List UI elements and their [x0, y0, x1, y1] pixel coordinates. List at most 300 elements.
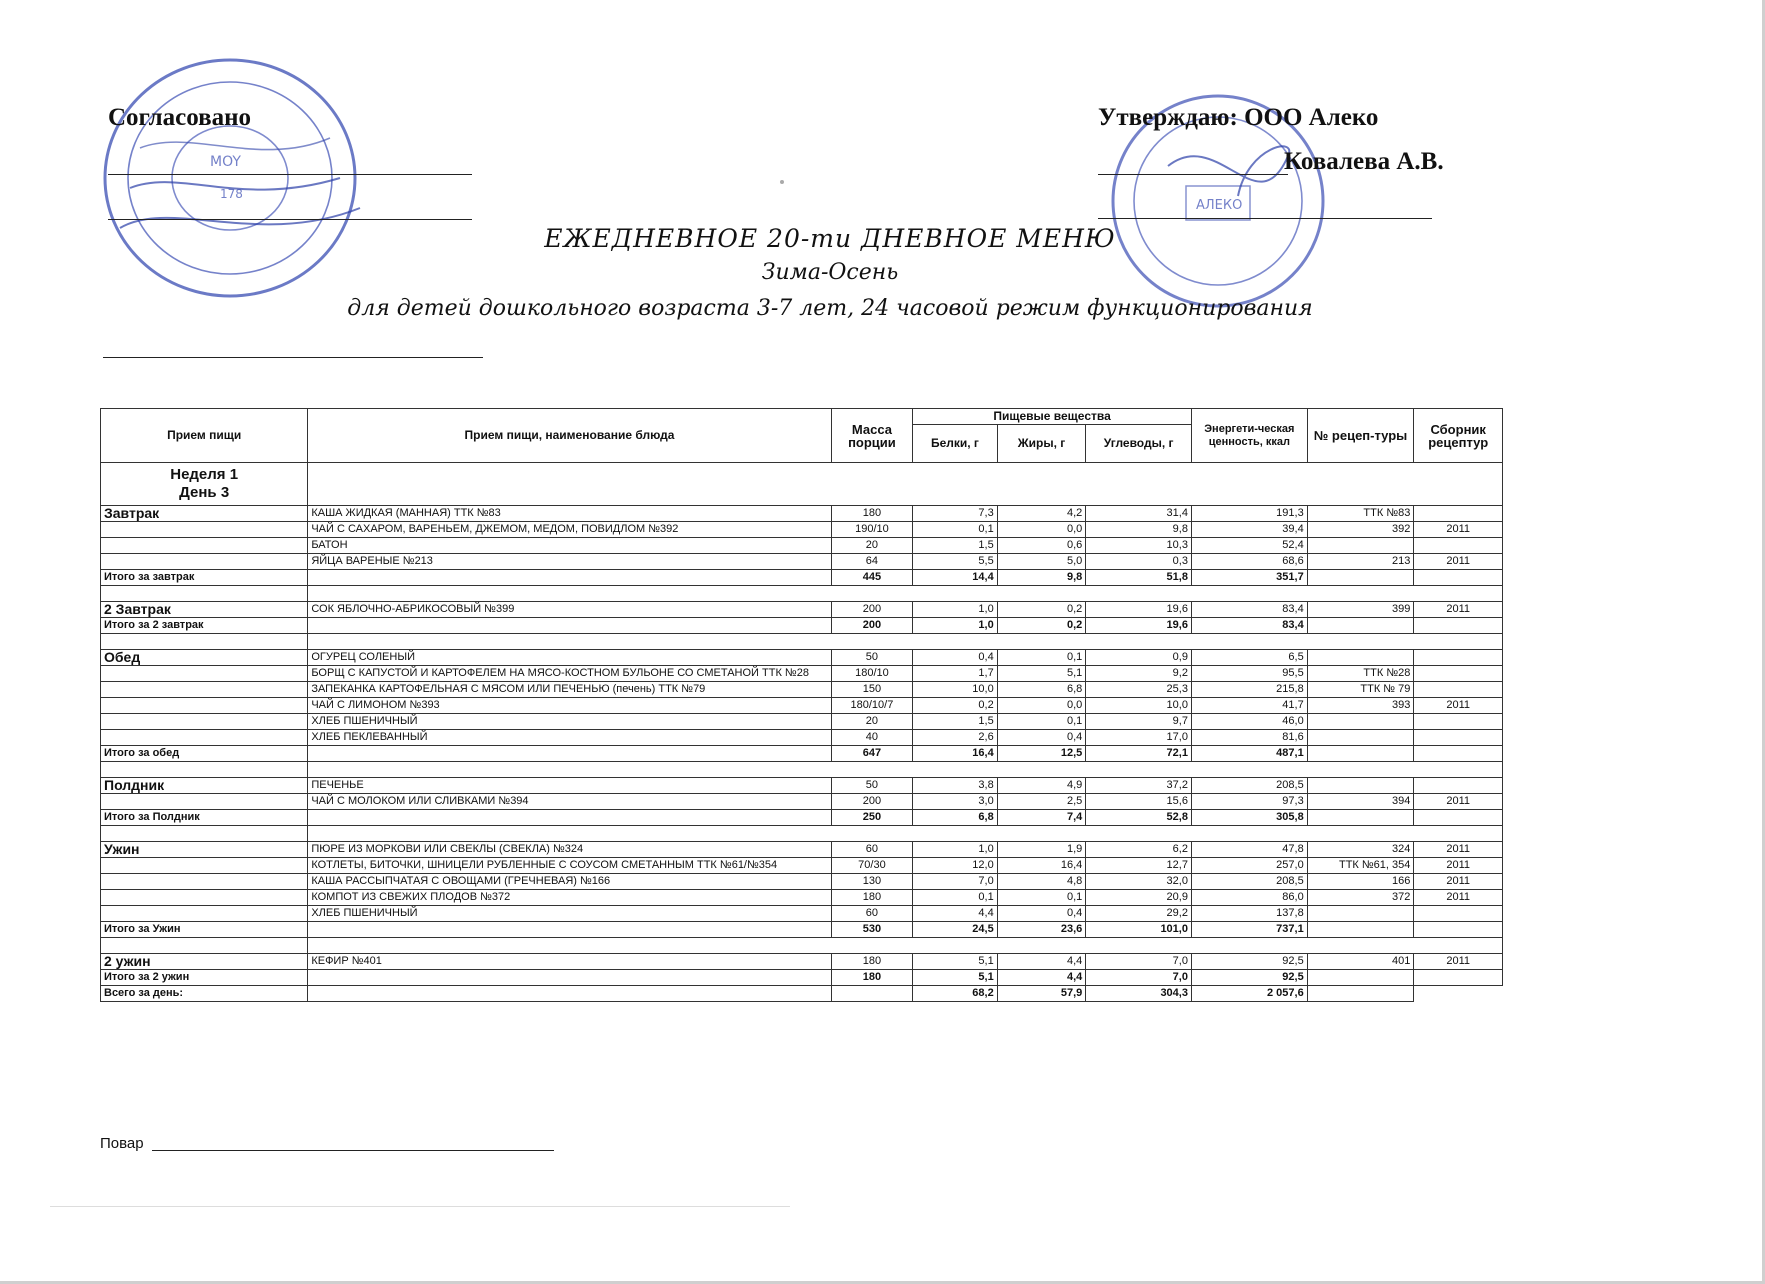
value-cell — [1307, 906, 1414, 922]
total-value-cell: 445 — [831, 570, 913, 586]
table-row — [101, 794, 1503, 810]
value-cell: 4,9 — [997, 778, 1086, 794]
approver-name: Ковалева А.В. — [1284, 148, 1444, 175]
value-cell: 0,0 — [997, 522, 1086, 538]
empty-cell — [101, 826, 308, 842]
total-row — [101, 970, 1503, 986]
empty-row — [101, 762, 1503, 778]
value-cell: 2011 — [1414, 522, 1503, 538]
total-spacer — [308, 618, 831, 634]
dish-name-cell: ХЛЕБ ПЕКЛЕВАННЫЙ — [308, 730, 831, 746]
value-cell: 215,8 — [1191, 682, 1307, 698]
dish-name-cell: ЗАПЕКАНКА КАРТОФЕЛЬНАЯ С МЯСОМ ИЛИ ПЕЧЕНЬЮ (печень) ТТК №79 — [308, 682, 831, 698]
total-value-cell: 0,2 — [997, 618, 1086, 634]
dish-name-cell: ПЕЧЕНЬЕ — [308, 778, 831, 794]
value-cell: 208,5 — [1191, 778, 1307, 794]
value-cell: 401 — [1307, 954, 1414, 970]
value-cell — [1307, 778, 1414, 794]
value-cell: 25,3 — [1086, 682, 1192, 698]
document-title: ЕЖЕДНЕВНОЕ 20-ти ДНЕВНОЕ МЕНЮ — [544, 224, 1116, 253]
total-spacer — [1414, 570, 1503, 586]
value-cell: 2,5 — [997, 794, 1086, 810]
value-cell: 2011 — [1414, 858, 1503, 874]
value-cell: 0,9 — [1086, 650, 1192, 666]
value-cell: 37,2 — [1086, 778, 1192, 794]
value-cell: 20 — [831, 714, 913, 730]
total-value-cell: 9,8 — [997, 570, 1086, 586]
value-cell: 12,0 — [913, 858, 998, 874]
value-cell: 200 — [831, 794, 913, 810]
empty-cell — [308, 938, 1503, 954]
total-value-cell: 1,0 — [913, 618, 998, 634]
dish-name-cell: КОТЛЕТЫ, БИТОЧКИ, ШНИЦЕЛИ РУБЛЕННЫЕ С СОУСОМ СМЕТАННЫМ ТТК №61/№354 — [308, 858, 831, 874]
audience-subtitle: для детей дошкольного возраста 3-7 лет, 24 часовой режим функционирования — [347, 296, 1313, 321]
value-cell — [1307, 538, 1414, 554]
value-cell: 9,8 — [1086, 522, 1192, 538]
svg-text:MOY: MOY — [210, 154, 241, 170]
value-cell: ТТК № 79 — [1307, 682, 1414, 698]
value-cell: 190/10 — [831, 522, 913, 538]
empty-row — [101, 586, 1503, 602]
table-row — [101, 714, 1503, 730]
value-cell: 1,7 — [913, 666, 998, 682]
dish-name-cell: КАША РАССЫПЧАТАЯ С ОВОЩАМИ (ГРЕЧНЕВАЯ) №166 — [308, 874, 831, 890]
value-cell — [1414, 778, 1503, 794]
total-spacer — [1414, 618, 1503, 634]
total-spacer — [1307, 570, 1414, 586]
total-value-cell: 6,8 — [913, 810, 998, 826]
value-cell: 324 — [1307, 842, 1414, 858]
total-row — [101, 746, 1503, 762]
value-cell: 7,3 — [913, 506, 998, 522]
value-cell: 4,4 — [913, 906, 998, 922]
cook-label: Повар — [100, 1135, 144, 1152]
week-label: Неделя 1 — [170, 466, 239, 483]
signature-line — [1098, 218, 1432, 219]
col-recipe-header: № рецеп-туры — [1307, 409, 1414, 463]
total-spacer — [1307, 922, 1414, 938]
value-cell: 394 — [1307, 794, 1414, 810]
total-value-cell: 92,5 — [1191, 970, 1307, 986]
total-row — [101, 922, 1503, 938]
value-cell: 15,6 — [1086, 794, 1192, 810]
table-row — [101, 554, 1503, 570]
total-spacer — [1307, 618, 1414, 634]
col-meal-header: Прием пищи — [101, 409, 308, 463]
value-cell: 2011 — [1414, 890, 1503, 906]
dish-name-cell: ЧАЙ С МОЛОКОМ ИЛИ СЛИВКАМИ №394 — [308, 794, 831, 810]
table-row — [101, 842, 1503, 858]
value-cell: 180/10 — [831, 666, 913, 682]
value-cell: 5,1 — [913, 954, 998, 970]
value-cell: 41,7 — [1191, 698, 1307, 714]
total-spacer — [1414, 746, 1503, 762]
total-row — [101, 570, 1503, 586]
value-cell: 1,0 — [913, 602, 998, 618]
table-row — [101, 890, 1503, 906]
meal-name-cell — [101, 682, 308, 698]
total-spacer — [1414, 810, 1503, 826]
total-spacer — [308, 570, 831, 586]
col-mass-header: Масса порции — [831, 409, 913, 463]
col-carbs-header: Углеводы, г — [1086, 425, 1192, 463]
empty-cell — [308, 762, 1503, 778]
value-cell: 17,0 — [1086, 730, 1192, 746]
empty-row — [101, 938, 1503, 954]
value-cell: 2011 — [1414, 842, 1503, 858]
value-cell: 1,9 — [997, 842, 1086, 858]
value-cell: 9,7 — [1086, 714, 1192, 730]
total-value-cell: 16,4 — [913, 746, 998, 762]
total-value-cell: 101,0 — [1086, 922, 1192, 938]
total-spacer — [1307, 810, 1414, 826]
total-spacer — [308, 970, 831, 986]
table-row — [101, 730, 1503, 746]
meal-name-cell — [101, 890, 308, 906]
value-cell: 150 — [831, 682, 913, 698]
value-cell: 7,0 — [913, 874, 998, 890]
total-value-cell: 305,8 — [1191, 810, 1307, 826]
total-spacer — [1414, 922, 1503, 938]
value-cell: 81,6 — [1191, 730, 1307, 746]
value-cell: 0,3 — [1086, 554, 1192, 570]
day-label: День 3 — [179, 484, 230, 501]
day-total-value-cell: 68,2 — [913, 986, 998, 1002]
title-underline — [103, 357, 483, 358]
value-cell: 257,0 — [1191, 858, 1307, 874]
table-row — [101, 602, 1503, 618]
value-cell: 208,5 — [1191, 874, 1307, 890]
value-cell: 92,5 — [1191, 954, 1307, 970]
value-cell — [1414, 714, 1503, 730]
value-cell: 191,3 — [1191, 506, 1307, 522]
meal-name-cell — [101, 554, 308, 570]
value-cell: 393 — [1307, 698, 1414, 714]
empty-cell — [308, 586, 1503, 602]
table-row — [101, 538, 1503, 554]
total-value-cell: 7,0 — [1086, 970, 1192, 986]
value-cell: 12,7 — [1086, 858, 1192, 874]
meal-name-cell — [101, 714, 308, 730]
day-total-row — [101, 986, 1503, 1002]
meal-name-cell: Завтрак — [101, 506, 308, 522]
total-value-cell: 52,8 — [1086, 810, 1192, 826]
value-cell — [1414, 506, 1503, 522]
value-cell: 1,0 — [913, 842, 998, 858]
empty-cell — [101, 634, 308, 650]
season-subtitle: Зима-Осень — [761, 260, 899, 285]
value-cell: 180/10/7 — [831, 698, 913, 714]
value-cell: 0,0 — [997, 698, 1086, 714]
total-spacer — [1414, 970, 1503, 986]
meal-name-cell — [101, 538, 308, 554]
menu-table — [100, 408, 1503, 1002]
value-cell: 0,1 — [913, 522, 998, 538]
dish-name-cell: КОМПОТ ИЗ СВЕЖИХ ПЛОДОВ №372 — [308, 890, 831, 906]
value-cell: 2011 — [1414, 554, 1503, 570]
meal-name-cell — [101, 666, 308, 682]
col-protein-header: Белки, г — [913, 425, 998, 463]
table-row — [101, 906, 1503, 922]
scan-edge-line — [50, 1206, 790, 1207]
total-value-cell: 530 — [831, 922, 913, 938]
value-cell — [1414, 730, 1503, 746]
table-row — [101, 666, 1503, 682]
value-cell: 0,4 — [997, 906, 1086, 922]
value-cell: 137,8 — [1191, 906, 1307, 922]
value-cell: 95,5 — [1191, 666, 1307, 682]
value-cell: 39,4 — [1191, 522, 1307, 538]
value-cell: 64 — [831, 554, 913, 570]
value-cell: 180 — [831, 890, 913, 906]
meal-name-cell — [101, 874, 308, 890]
total-label: Итого за завтрак — [101, 570, 308, 586]
value-cell: 4,8 — [997, 874, 1086, 890]
value-cell: 2,6 — [913, 730, 998, 746]
col-dish-header: Прием пищи, наименование блюда — [308, 409, 831, 463]
total-value-cell: 250 — [831, 810, 913, 826]
total-value-cell: 487,1 — [1191, 746, 1307, 762]
dish-name-cell: ХЛЕБ ПШЕНИЧНЫЙ — [308, 714, 831, 730]
meal-name-cell: Полдник — [101, 778, 308, 794]
value-cell — [1414, 538, 1503, 554]
value-cell: 130 — [831, 874, 913, 890]
table-row — [101, 778, 1503, 794]
value-cell: 97,3 — [1191, 794, 1307, 810]
value-cell: 20 — [831, 538, 913, 554]
value-cell: 180 — [831, 954, 913, 970]
day-total-value-cell: 57,9 — [997, 986, 1086, 1002]
meal-name-cell — [101, 522, 308, 538]
value-cell: 40 — [831, 730, 913, 746]
meal-name-cell: 2 ужин — [101, 954, 308, 970]
value-cell: 2011 — [1414, 954, 1503, 970]
signature-line — [1098, 174, 1288, 175]
total-row — [101, 618, 1503, 634]
table-row — [101, 682, 1503, 698]
table-row — [101, 858, 1503, 874]
value-cell: 7,0 — [1086, 954, 1192, 970]
empty-cell — [308, 826, 1503, 842]
dish-name-cell: КЕФИР №401 — [308, 954, 831, 970]
value-cell: 5,5 — [913, 554, 998, 570]
value-cell: 2011 — [1414, 602, 1503, 618]
total-spacer — [308, 922, 831, 938]
value-cell: 6,8 — [997, 682, 1086, 698]
value-cell: 3,0 — [913, 794, 998, 810]
day-total-value-cell: 2 057,6 — [1191, 986, 1307, 1002]
empty-row — [101, 634, 1503, 650]
total-label: Итого за 2 ужин — [101, 970, 308, 986]
day-total-value-cell: 304,3 — [1086, 986, 1192, 1002]
table-row — [101, 506, 1503, 522]
value-cell: 50 — [831, 778, 913, 794]
value-cell: 0,2 — [913, 698, 998, 714]
meal-name-cell: 2 Завтрак — [101, 602, 308, 618]
value-cell: 2011 — [1414, 794, 1503, 810]
meal-name-cell: Ужин — [101, 842, 308, 858]
value-cell: 0,1 — [997, 714, 1086, 730]
total-value-cell: 4,4 — [997, 970, 1086, 986]
value-cell: 5,1 — [997, 666, 1086, 682]
header-row — [101, 409, 1503, 425]
value-cell — [1307, 730, 1414, 746]
empty-cell — [101, 586, 308, 602]
period-row — [101, 463, 1503, 506]
total-row — [101, 810, 1503, 826]
total-label: Итого за обед — [101, 746, 308, 762]
total-value-cell: 19,6 — [1086, 618, 1192, 634]
empty-cell — [101, 762, 308, 778]
total-value-cell: 737,1 — [1191, 922, 1307, 938]
value-cell: 2011 — [1414, 698, 1503, 714]
value-cell: 372 — [1307, 890, 1414, 906]
value-cell — [1414, 666, 1503, 682]
dish-name-cell: ПЮРЕ ИЗ МОРКОВИ ИЛИ СВЕКЛЫ (СВЕКЛА) №324 — [308, 842, 831, 858]
value-cell: 60 — [831, 906, 913, 922]
table-row — [101, 874, 1503, 890]
dish-name-cell: ОГУРЕЦ СОЛЕНЫЙ — [308, 650, 831, 666]
dish-name-cell: СОК ЯБЛОЧНО-АБРИКОСОВЫЙ №399 — [308, 602, 831, 618]
period-cell — [101, 463, 308, 506]
total-value-cell: 51,8 — [1086, 570, 1192, 586]
approve-label: Утверждаю: ООО Алеко — [1098, 104, 1379, 131]
value-cell: 200 — [831, 602, 913, 618]
meal-name-cell — [101, 794, 308, 810]
value-cell: 166 — [1307, 874, 1414, 890]
total-value-cell: 7,4 — [997, 810, 1086, 826]
total-label: Итого за 2 завтрак — [101, 618, 308, 634]
total-spacer — [308, 986, 831, 1002]
period-filler — [308, 463, 1503, 506]
value-cell: 5,0 — [997, 554, 1086, 570]
value-cell: 213 — [1307, 554, 1414, 570]
meal-name-cell — [101, 858, 308, 874]
day-total-value-cell — [831, 986, 913, 1002]
dish-name-cell: ЧАЙ С ЛИМОНОМ №393 — [308, 698, 831, 714]
dish-name-cell: КАША ЖИДКАЯ (МАННАЯ) ТТК №83 — [308, 506, 831, 522]
value-cell: 1,5 — [913, 538, 998, 554]
value-cell: 6,2 — [1086, 842, 1192, 858]
total-spacer — [1307, 970, 1414, 986]
value-cell: 180 — [831, 506, 913, 522]
total-value-cell: 83,4 — [1191, 618, 1307, 634]
value-cell: 20,9 — [1086, 890, 1192, 906]
value-cell: 10,0 — [1086, 698, 1192, 714]
col-energy-header: Энергети-ческая ценность, ккал — [1191, 409, 1307, 463]
value-cell: 50 — [831, 650, 913, 666]
cook-signature-line — [152, 1150, 554, 1151]
total-label: Итого за Ужин — [101, 922, 308, 938]
value-cell: ТТК №28 — [1307, 666, 1414, 682]
total-value-cell: 200 — [831, 618, 913, 634]
day-total-label: Всего за день: — [101, 986, 308, 1002]
value-cell: 10,0 — [913, 682, 998, 698]
empty-row — [101, 826, 1503, 842]
total-value-cell: 14,4 — [913, 570, 998, 586]
total-label: Итого за Полдник — [101, 810, 308, 826]
value-cell: 29,2 — [1086, 906, 1192, 922]
value-cell — [1414, 650, 1503, 666]
value-cell: 392 — [1307, 522, 1414, 538]
total-value-cell: 23,6 — [997, 922, 1086, 938]
value-cell: 0,1 — [913, 890, 998, 906]
empty-cell — [308, 634, 1503, 650]
value-cell: 4,4 — [997, 954, 1086, 970]
value-cell: 68,6 — [1191, 554, 1307, 570]
value-cell: 60 — [831, 842, 913, 858]
value-cell: 0,1 — [997, 650, 1086, 666]
table-row — [101, 698, 1503, 714]
total-spacer — [1307, 746, 1414, 762]
total-value-cell: 24,5 — [913, 922, 998, 938]
meal-name-cell: Обед — [101, 650, 308, 666]
value-cell: 31,4 — [1086, 506, 1192, 522]
value-cell: 52,4 — [1191, 538, 1307, 554]
value-cell: 16,4 — [997, 858, 1086, 874]
value-cell — [1414, 906, 1503, 922]
total-spacer — [308, 746, 831, 762]
value-cell: 32,0 — [1086, 874, 1192, 890]
value-cell: 0,1 — [997, 890, 1086, 906]
value-cell: 0,4 — [997, 730, 1086, 746]
value-cell: 10,3 — [1086, 538, 1192, 554]
col-collection-header: Сборник рецептур — [1414, 409, 1503, 463]
dish-name-cell: ХЛЕБ ПШЕНИЧНЫЙ — [308, 906, 831, 922]
total-value-cell: 72,1 — [1086, 746, 1192, 762]
value-cell: 1,5 — [913, 714, 998, 730]
value-cell: 6,5 — [1191, 650, 1307, 666]
total-value-cell: 647 — [831, 746, 913, 762]
svg-text:АЛЕКО: АЛЕКО — [1196, 198, 1243, 213]
value-cell — [1307, 714, 1414, 730]
dish-name-cell: БОРЩ С КАПУСТОЙ И КАРТОФЕЛЕМ НА МЯСО-КОСТНОМ БУЛЬОНЕ СО СМЕТАНОЙ ТТК №28 — [308, 666, 831, 682]
value-cell: ТТК №83 — [1307, 506, 1414, 522]
meal-name-cell — [101, 698, 308, 714]
table-row — [101, 954, 1503, 970]
value-cell: 3,8 — [913, 778, 998, 794]
table-row — [101, 650, 1503, 666]
value-cell: 47,8 — [1191, 842, 1307, 858]
signature-line — [108, 174, 472, 175]
value-cell: 46,0 — [1191, 714, 1307, 730]
total-spacer — [1307, 986, 1414, 1002]
meal-name-cell — [101, 906, 308, 922]
value-cell — [1414, 682, 1503, 698]
meal-name-cell — [101, 730, 308, 746]
total-value-cell: 180 — [831, 970, 913, 986]
value-cell: 19,6 — [1086, 602, 1192, 618]
total-spacer — [308, 810, 831, 826]
value-cell: 70/30 — [831, 858, 913, 874]
total-value-cell: 5,1 — [913, 970, 998, 986]
signature-line — [108, 219, 472, 220]
value-cell: 0,2 — [997, 602, 1086, 618]
agreed-label: Согласовано — [108, 104, 252, 131]
value-cell: 2011 — [1414, 874, 1503, 890]
col-fat-header: Жиры, г — [997, 425, 1086, 463]
dish-name-cell: БАТОН — [308, 538, 831, 554]
value-cell — [1307, 650, 1414, 666]
value-cell: 83,4 — [1191, 602, 1307, 618]
table-row — [101, 522, 1503, 538]
total-value-cell: 351,7 — [1191, 570, 1307, 586]
total-value-cell: 12,5 — [997, 746, 1086, 762]
value-cell: 9,2 — [1086, 666, 1192, 682]
dish-name-cell: ЯЙЦА ВАРЕНЫЕ №213 — [308, 554, 831, 570]
value-cell: 399 — [1307, 602, 1414, 618]
svg-text:178: 178 — [220, 187, 243, 201]
